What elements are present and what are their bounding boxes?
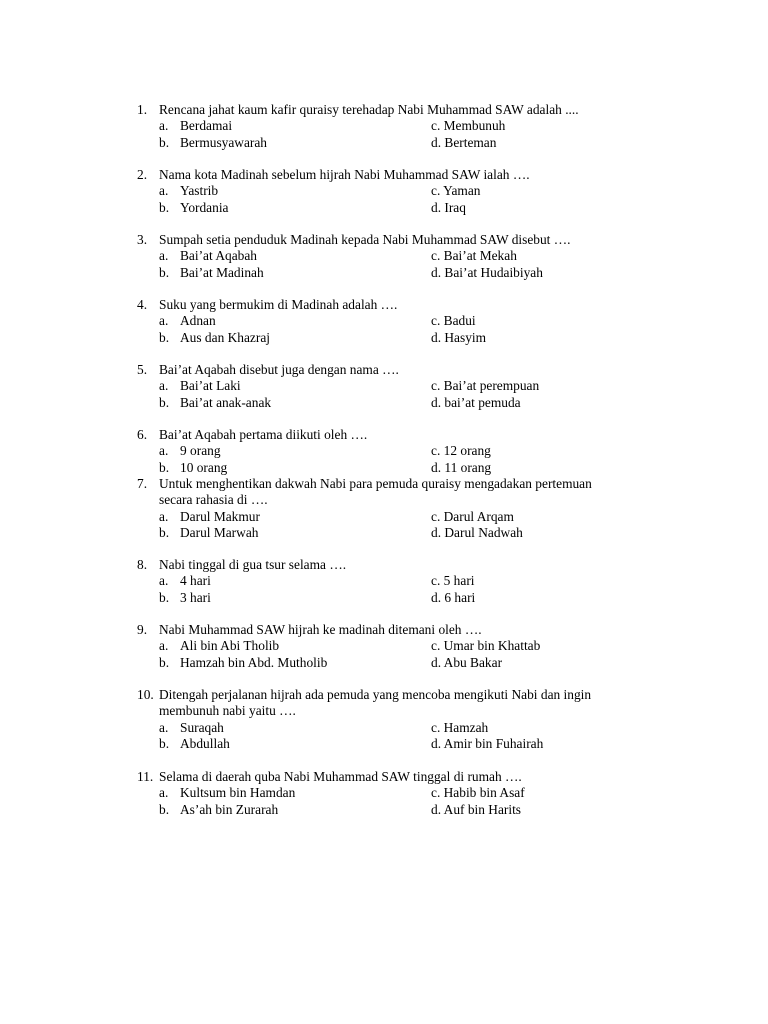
options-row-1 — [137, 118, 637, 134]
option-letter-a: a. — [159, 719, 169, 735]
option-letter-b: b. — [159, 735, 170, 751]
question-line — [137, 557, 637, 573]
option-a: Berdamai — [180, 118, 233, 134]
question-11 — [137, 769, 637, 818]
option-c: c. 5 hari — [431, 573, 475, 589]
option-a: Yastrib — [180, 183, 219, 199]
option-letter-b: b. — [159, 654, 170, 670]
option-letter-b: b. — [159, 589, 170, 605]
question-line — [137, 687, 637, 703]
option-b: Yordania — [180, 199, 229, 215]
question-number: 8. — [137, 557, 148, 572]
question-number: 7. — [137, 476, 148, 491]
question-text: Selama di daerah quba Nabi Muhammad SAW tinggal di rumah …. — [159, 769, 522, 784]
question-10 — [137, 687, 637, 752]
question-line-2 — [137, 492, 637, 508]
option-b: Aus dan Khazraj — [180, 329, 270, 345]
option-b: Bai’at Madinah — [180, 264, 264, 280]
question-number: 9. — [137, 622, 148, 637]
question-1 — [137, 102, 637, 151]
question-text-continued: secara rahasia di …. — [159, 492, 268, 508]
options-row-1 — [137, 313, 637, 329]
option-d: d. Bai’at Hudaibiyah — [431, 264, 543, 280]
options-row-2 — [137, 590, 637, 606]
option-a: 4 hari — [180, 573, 211, 589]
options-row-2 — [137, 135, 637, 151]
option-b: 3 hari — [180, 589, 211, 605]
option-letter-a: a. — [159, 443, 169, 459]
question-number: 10. — [137, 687, 154, 702]
option-a: Ali bin Abi Tholib — [180, 638, 280, 654]
question-line — [137, 297, 637, 313]
option-d: d. bai’at pemuda — [431, 394, 521, 410]
question-number: 4. — [137, 297, 148, 312]
options-row-1 — [137, 443, 637, 459]
options-row-1 — [137, 720, 637, 736]
option-d: d. Iraq — [431, 199, 466, 215]
options-row-1 — [137, 638, 637, 654]
option-letter-a: a. — [159, 313, 169, 329]
options-row-2 — [137, 460, 637, 476]
options-row-2 — [137, 802, 637, 818]
option-d: d. Auf bin Harits — [431, 801, 522, 817]
option-letter-b: b. — [159, 134, 170, 150]
option-letter-a: a. — [159, 183, 169, 199]
option-b: 10 orang — [180, 459, 228, 475]
question-text: Bai’at Aqabah disebut juga dengan nama …. — [159, 362, 399, 377]
question-number: 11. — [137, 769, 154, 784]
option-c: c. Bai’at Mekah — [431, 248, 517, 264]
question-line — [137, 232, 637, 248]
option-c: c. Darul Arqam — [431, 508, 514, 524]
option-letter-b: b. — [159, 199, 170, 215]
question-4 — [137, 297, 637, 346]
option-b: Abdullah — [180, 735, 230, 751]
option-letter-a: a. — [159, 785, 169, 801]
option-letter-a: a. — [159, 508, 169, 524]
options-row-1 — [137, 378, 637, 394]
question-number: 2. — [137, 167, 148, 182]
options-row-2 — [137, 525, 637, 541]
question-line — [137, 476, 637, 492]
option-letter-b: b. — [159, 801, 170, 817]
options-row-2 — [137, 395, 637, 411]
question-2 — [137, 167, 637, 216]
option-a: Adnan — [180, 313, 216, 329]
option-d: d. Darul Nadwah — [431, 524, 523, 540]
options-row-2 — [137, 265, 637, 281]
question-text: Untuk menghentikan dakwah Nabi para pemuda quraisy mengadakan pertemuan — [159, 476, 592, 491]
question-line — [137, 622, 637, 638]
option-letter-b: b. — [159, 394, 170, 410]
option-letter-a: a. — [159, 573, 169, 589]
options-row-1 — [137, 509, 637, 525]
option-letter-a: a. — [159, 638, 169, 654]
options-row-1 — [137, 248, 637, 264]
option-c: c. Habib bin Asaf — [431, 785, 525, 801]
option-letter-b: b. — [159, 264, 170, 280]
question-8 — [137, 557, 637, 606]
option-b: Bai’at anak-anak — [180, 394, 272, 410]
question-text: Bai’at Aqabah pertama diikuti oleh …. — [159, 427, 368, 442]
option-d: d. Amir bin Fuhairah — [431, 735, 544, 751]
option-c: c. Bai’at perempuan — [431, 378, 540, 394]
option-a: 9 orang — [180, 443, 221, 459]
question-text: Sumpah setia penduduk Madinah kepada Nabi Muhammad SAW disebut …. — [159, 232, 571, 247]
question-text-continued: membunuh nabi yaitu …. — [159, 703, 296, 719]
question-text: Ditengah perjalanan hijrah ada pemuda yang mencoba mengikuti Nabi dan ingin — [159, 687, 592, 702]
question-text: Nama kota Madinah sebelum hijrah Nabi Muhammad SAW ialah …. — [159, 167, 530, 182]
question-number: 5. — [137, 362, 148, 377]
option-letter-a: a. — [159, 248, 169, 264]
option-a: Darul Makmur — [180, 508, 260, 524]
question-text: Suku yang bermukim di Madinah adalah …. — [159, 297, 398, 312]
question-line-2 — [137, 703, 637, 719]
option-b: As’ah bin Zurarah — [180, 801, 279, 817]
question-line — [137, 362, 637, 378]
option-d: d. Abu Bakar — [431, 654, 503, 670]
options-row-1 — [137, 573, 637, 589]
option-letter-b: b. — [159, 524, 170, 540]
option-c: c. Badui — [431, 313, 476, 329]
question-3 — [137, 232, 637, 281]
option-a: Bai’at Aqabah — [180, 248, 257, 264]
option-letter-a: a. — [159, 378, 169, 394]
option-b: Darul Marwah — [180, 524, 259, 540]
options-row-2 — [137, 330, 637, 346]
question-line — [137, 102, 637, 118]
question-line — [137, 427, 637, 443]
options-row-1 — [137, 785, 637, 801]
option-d: d. Hasyim — [431, 329, 487, 345]
option-a: Kultsum bin Hamdan — [180, 785, 296, 801]
option-a: Bai’at Laki — [180, 378, 241, 394]
option-b: Hamzah bin Abd. Mutholib — [180, 654, 328, 670]
question-text: Rencana jahat kaum kafir quraisy terehadap Nabi Muhammad SAW adalah .... — [159, 102, 579, 117]
question-line — [137, 769, 637, 785]
option-c: c. Yaman — [431, 183, 481, 199]
options-row-2 — [137, 655, 637, 671]
options-row-2 — [137, 200, 637, 216]
question-6 — [137, 427, 637, 476]
question-9 — [137, 622, 637, 671]
option-a: Suraqah — [180, 719, 224, 735]
question-7 — [137, 476, 637, 541]
options-row-2 — [137, 736, 637, 752]
question-line — [137, 167, 637, 183]
question-number: 3. — [137, 232, 148, 247]
question-5 — [137, 362, 637, 411]
options-row-1 — [137, 183, 637, 199]
question-number: 1. — [137, 102, 148, 117]
option-letter-a: a. — [159, 118, 169, 134]
question-text: Nabi Muhammad SAW hijrah ke madinah ditemani oleh …. — [159, 622, 482, 637]
option-d: d. 6 hari — [431, 589, 476, 605]
option-d: d. 11 orang — [431, 459, 492, 475]
option-c: c. Membunuh — [431, 118, 506, 134]
option-c: c. 12 orang — [431, 443, 491, 459]
option-c: c. Umar bin Khattab — [431, 638, 541, 654]
option-c: c. Hamzah — [431, 719, 489, 735]
option-letter-b: b. — [159, 459, 170, 475]
question-text: Nabi tinggal di gua tsur selama …. — [159, 557, 347, 572]
option-d: d. Berteman — [431, 134, 497, 150]
option-b: Bermusyawarah — [180, 134, 268, 150]
question-number: 6. — [137, 427, 148, 442]
option-letter-b: b. — [159, 329, 170, 345]
